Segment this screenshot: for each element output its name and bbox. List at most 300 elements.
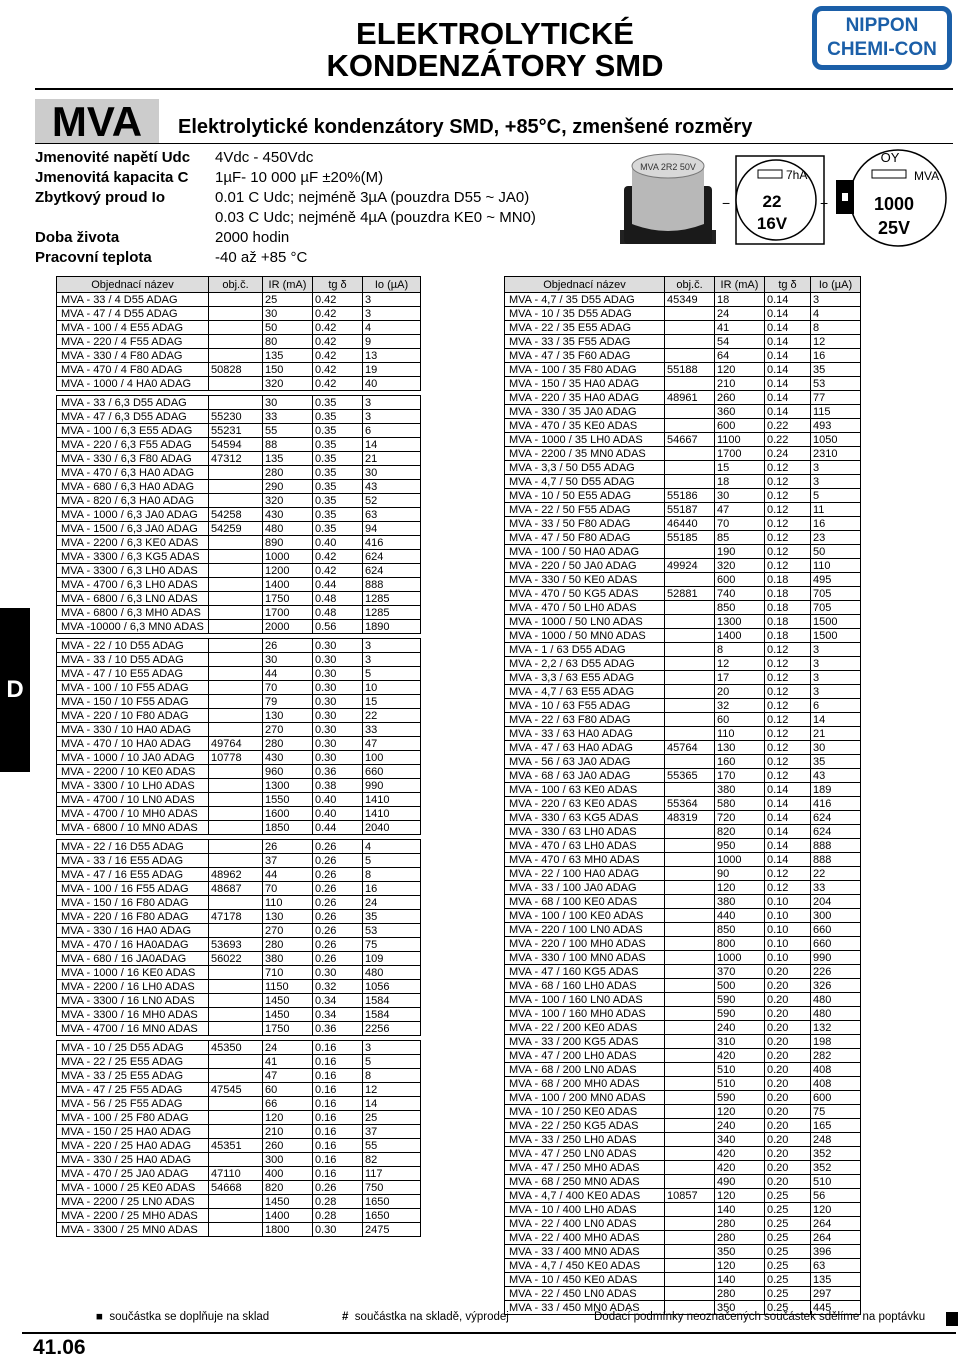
cell-obj	[665, 895, 715, 909]
cell-name: MVA - 330 / 4 F80 ADAG	[57, 349, 209, 363]
marking-2-series: MVA	[914, 169, 940, 183]
cell-io: 110	[811, 559, 861, 573]
cell-ir: 260	[715, 391, 765, 405]
cell-ir: 120	[715, 1259, 765, 1273]
table-row	[505, 685, 861, 699]
cell-tg: 0.14	[765, 335, 811, 349]
footer-divider	[22, 1332, 956, 1334]
cell-tg: 0.42	[313, 564, 363, 578]
cell-ir: 270	[263, 723, 313, 737]
cell-ir: 140	[715, 1203, 765, 1217]
cell-name: MVA - 1000 / 4 HA0 ADAG	[57, 377, 209, 391]
cell-name: MVA - 470 / 16 HA0ADAG	[57, 938, 209, 952]
cell-obj: 47178	[209, 910, 263, 924]
cell-ir: 79	[263, 695, 313, 709]
cell-io: 1410	[363, 793, 421, 807]
cell-name: MVA - 22 / 200 KE0 ADAS	[505, 1021, 665, 1035]
table-row	[505, 391, 861, 405]
cell-obj	[209, 695, 263, 709]
cell-obj: 54258	[209, 508, 263, 522]
table-row	[57, 1223, 421, 1237]
table-row	[505, 1259, 861, 1273]
cell-obj: 45764	[665, 741, 715, 755]
cell-obj	[665, 1105, 715, 1119]
cell-name: MVA - 22 / 400 LN0 ADAS	[505, 1217, 665, 1231]
cell-tg: 0.35	[313, 522, 363, 536]
cell-ir: 720	[715, 811, 765, 825]
table-row	[57, 424, 421, 438]
cell-name: MVA - 68 / 250 MN0 ADAS	[505, 1175, 665, 1189]
cell-name: MVA - 1 / 63 D55 ADAG	[505, 643, 665, 657]
cell-name: MVA - 2,2 / 63 D55 ADAG	[505, 657, 665, 671]
cell-name: MVA - 33 / 50 F80 ADAG	[505, 517, 665, 531]
cell-obj: 55185	[665, 531, 715, 545]
cell-tg: 0.26	[313, 882, 363, 896]
cell-tg: 0.16	[313, 1139, 363, 1153]
table-row	[505, 965, 861, 979]
table-row	[505, 503, 861, 517]
table-row	[57, 606, 421, 620]
cell-obj	[209, 994, 263, 1008]
cell-name: MVA - 22 / 35 E55 ADAG	[505, 321, 665, 335]
cell-tg: 0.42	[313, 377, 363, 391]
cell-name: MVA - 100 / 4 E55 ADAG	[57, 321, 209, 335]
cell-name: MVA - 100 / 63 KE0 ADAS	[505, 783, 665, 797]
cell-io: 3	[811, 657, 861, 671]
cell-obj	[209, 620, 263, 634]
table-row	[57, 1181, 421, 1195]
cell-ir: 320	[263, 377, 313, 391]
cell-name: MVA - 47 / 10 E55 ADAG	[57, 667, 209, 681]
cell-obj	[665, 1245, 715, 1259]
cell-tg: 0.12	[765, 685, 811, 699]
cell-tg: 0.30	[313, 653, 363, 667]
cell-tg: 0.14	[765, 825, 811, 839]
cell-ir: 37	[263, 854, 313, 868]
cell-name: MVA - 1000 / 35 LH0 ADAS	[505, 433, 665, 447]
cell-io: 990	[363, 779, 421, 793]
table-row	[57, 854, 421, 868]
cell-io: 1410	[363, 807, 421, 821]
cell-io: 3	[811, 685, 861, 699]
cell-name: MVA - 220 / 25 HA0 ADAG	[57, 1139, 209, 1153]
cell-ir: 1150	[263, 980, 313, 994]
cell-io: 8	[363, 1069, 421, 1083]
cell-name: MVA - 22 / 250 KG5 ADAS	[505, 1119, 665, 1133]
stock-mark: ■	[96, 1311, 103, 1323]
cell-ir: 590	[715, 993, 765, 1007]
cell-io: 1584	[363, 994, 421, 1008]
cell-name: MVA - 68 / 200 MH0 ADAS	[505, 1077, 665, 1091]
cell-io: 3	[811, 293, 861, 307]
cell-name: MVA - 2200 / 35 MN0 ADAS	[505, 447, 665, 461]
cell-obj: 47312	[209, 452, 263, 466]
cell-tg: 0.14	[765, 321, 811, 335]
cell-ir: 20	[715, 685, 765, 699]
cell-tg: 0.36	[313, 1022, 363, 1036]
col-obj: obj.č.	[209, 277, 263, 293]
cell-obj	[209, 335, 263, 349]
table-row	[505, 531, 861, 545]
cell-ir: 420	[715, 1049, 765, 1063]
cell-io: 416	[811, 797, 861, 811]
cell-ir: 25	[263, 293, 313, 307]
cell-name: MVA - 6800 / 6,3 LN0 ADAS	[57, 592, 209, 606]
cell-io: 4	[363, 321, 421, 335]
cell-tg: 0.12	[765, 699, 811, 713]
cell-io: 12	[363, 1083, 421, 1097]
cell-name: MVA - 1000 / 25 KE0 ADAS	[57, 1181, 209, 1195]
cell-ir: 15	[715, 461, 765, 475]
cell-obj	[209, 592, 263, 606]
cell-tg: 0.16	[313, 1167, 363, 1181]
cell-obj	[209, 536, 263, 550]
cell-name: MVA - 22 / 63 F80 ADAG	[505, 713, 665, 727]
cell-tg: 0.30	[313, 709, 363, 723]
cell-io: 300	[811, 909, 861, 923]
cell-ir: 18	[715, 293, 765, 307]
cell-tg: 0.30	[313, 737, 363, 751]
header-divider	[35, 88, 953, 90]
cell-tg: 0.30	[313, 667, 363, 681]
cell-obj	[665, 349, 715, 363]
cell-ir: 24	[715, 307, 765, 321]
cell-ir: 510	[715, 1063, 765, 1077]
cell-tg: 0.18	[765, 629, 811, 643]
cell-io: 624	[811, 811, 861, 825]
table-row	[505, 1077, 861, 1091]
table-row	[505, 475, 861, 489]
cell-io: 705	[811, 601, 861, 615]
table-row	[57, 910, 421, 924]
cell-ir: 41	[715, 321, 765, 335]
cell-name: MVA - 3300 / 25 MN0 ADAS	[57, 1223, 209, 1237]
cell-tg: 0.12	[765, 881, 811, 895]
cell-name: MVA - 68 / 200 LN0 ADAS	[505, 1063, 665, 1077]
capacitor-photo	[614, 146, 722, 258]
cell-ir: 280	[715, 1287, 765, 1301]
cell-obj: 54259	[209, 522, 263, 536]
cell-tg: 0.14	[765, 839, 811, 853]
table-row	[57, 1022, 421, 1036]
cell-tg: 0.18	[765, 601, 811, 615]
cell-name: MVA - 2200 / 25 LN0 ADAS	[57, 1195, 209, 1209]
col-name: Objednací název	[505, 277, 665, 293]
cell-ir: 260	[263, 1139, 313, 1153]
cell-name: MVA - 4,7 / 63 E55 ADAG	[505, 685, 665, 699]
cell-obj	[665, 1007, 715, 1021]
table-row	[505, 993, 861, 1007]
cell-io: 47	[363, 737, 421, 751]
table-row	[57, 466, 421, 480]
cell-tg: 0.22	[765, 419, 811, 433]
cell-obj: 55186	[665, 489, 715, 503]
cell-ir: 170	[715, 769, 765, 783]
table-row	[57, 952, 421, 966]
cell-obj	[209, 321, 263, 335]
cell-ir: 380	[715, 895, 765, 909]
cell-obj	[209, 765, 263, 779]
cell-name: MVA - 22 / 400 MH0 ADAS	[505, 1231, 665, 1245]
cell-name: MVA - 47 / 25 F55 ADAG	[57, 1083, 209, 1097]
table-row	[57, 620, 421, 634]
cell-ir: 210	[715, 377, 765, 391]
cell-name: MVA - 1000 / 10 JA0 ADAG	[57, 751, 209, 765]
cell-name: MVA - 56 / 63 JA0 ADAG	[505, 755, 665, 769]
cell-tg: 0.26	[313, 924, 363, 938]
cell-obj	[665, 853, 715, 867]
table-row	[57, 1055, 421, 1069]
cell-io: 33	[811, 881, 861, 895]
cell-io: 22	[363, 709, 421, 723]
col-name: Objednací název	[57, 277, 209, 293]
cell-ir: 400	[263, 1167, 313, 1181]
cell-obj	[209, 896, 263, 910]
cell-ir: 2000	[263, 620, 313, 634]
table-row	[57, 536, 421, 550]
cell-obj	[209, 550, 263, 564]
cell-name: MVA - 100 / 200 MN0 ADAS	[505, 1091, 665, 1105]
table-row	[57, 639, 421, 653]
cell-io: 24	[363, 896, 421, 910]
cell-ir: 1400	[263, 1209, 313, 1223]
cell-ir: 26	[263, 639, 313, 653]
table-row	[505, 1287, 861, 1301]
cell-ir: 310	[715, 1035, 765, 1049]
cell-tg: 0.12	[765, 643, 811, 657]
cell-ir: 1400	[263, 578, 313, 592]
cell-obj	[665, 951, 715, 965]
col-io: Io (µA)	[811, 277, 861, 293]
marking-1-cap: 22	[762, 192, 782, 211]
cell-name: MVA - 22 / 16 D55 ADAG	[57, 840, 209, 854]
cell-tg: 0.42	[313, 349, 363, 363]
cell-obj	[209, 377, 263, 391]
cell-name: MVA - 47 / 200 LH0 ADAS	[505, 1049, 665, 1063]
cell-io: 297	[811, 1287, 861, 1301]
cell-ir: 70	[715, 517, 765, 531]
cell-name: MVA - 22 / 100 HA0 ADAG	[505, 867, 665, 881]
cell-ir: 1000	[715, 951, 765, 965]
cell-io: 189	[811, 783, 861, 797]
cell-obj: 45350	[209, 1041, 263, 1055]
table-row	[57, 1097, 421, 1111]
cell-obj	[665, 1049, 715, 1063]
cell-name: MVA - 470 / 50 KG5 ADAS	[505, 587, 665, 601]
cell-obj	[209, 1209, 263, 1223]
table-row	[57, 1083, 421, 1097]
cell-io: 888	[811, 853, 861, 867]
cell-obj	[209, 307, 263, 321]
table-row	[505, 377, 861, 391]
cell-obj	[209, 564, 263, 578]
cell-ir: 1700	[263, 606, 313, 620]
cell-name: MVA - 330 / 35 JA0 ADAG	[505, 405, 665, 419]
cell-ir: 590	[715, 1007, 765, 1021]
spec-value: 1µF- 10 000 µF ±20%(M)	[215, 169, 384, 186]
cell-tg: 0.28	[313, 1195, 363, 1209]
col-ir: IR (mA)	[715, 277, 765, 293]
cell-io: 624	[363, 564, 421, 578]
cell-name: MVA - 330 / 6,3 F80 ADAG	[57, 452, 209, 466]
cell-name: MVA - 470 / 63 LH0 ADAS	[505, 839, 665, 853]
cell-name: MVA - 1000 / 16 KE0 ADAS	[57, 966, 209, 980]
cell-tg: 0.40	[313, 793, 363, 807]
cell-tg: 0.20	[765, 1021, 811, 1035]
cell-ir: 280	[263, 737, 313, 751]
table-header-row	[57, 277, 421, 293]
cell-obj	[665, 965, 715, 979]
cell-io: 22	[811, 867, 861, 881]
cell-obj	[665, 1287, 715, 1301]
table-row	[57, 1139, 421, 1153]
cell-obj: 47545	[209, 1083, 263, 1097]
cell-name: MVA - 220 / 35 HA0 ADAG	[505, 391, 665, 405]
cell-io: 4	[363, 840, 421, 854]
cell-ir: 240	[715, 1119, 765, 1133]
table-row	[57, 653, 421, 667]
cell-obj	[665, 545, 715, 559]
table-row	[57, 1125, 421, 1139]
cell-tg: 0.14	[765, 853, 811, 867]
table-row	[57, 396, 421, 410]
cell-name: MVA - 47 / 50 F80 ADAG	[505, 531, 665, 545]
legend-stock	[96, 1311, 269, 1323]
cell-tg: 0.12	[765, 727, 811, 741]
cell-io: 43	[363, 480, 421, 494]
page-title	[300, 18, 690, 82]
cell-io: 3	[363, 1041, 421, 1055]
cell-io: 2310	[811, 447, 861, 461]
cell-io: 3	[363, 307, 421, 321]
cell-ir: 130	[263, 910, 313, 924]
cell-tg: 0.40	[313, 807, 363, 821]
cell-io: 63	[363, 508, 421, 522]
cell-io: 2040	[363, 821, 421, 835]
cell-obj	[665, 881, 715, 895]
cell-ir: 270	[263, 924, 313, 938]
table-row	[505, 1063, 861, 1077]
cell-tg: 0.12	[765, 531, 811, 545]
cell-tg: 0.42	[313, 335, 363, 349]
table-row	[57, 868, 421, 882]
table-row	[505, 405, 861, 419]
table-row	[505, 447, 861, 461]
cell-tg: 0.44	[313, 578, 363, 592]
spec-value: 0.01 C Udc; nejméně 3µA (pouzdra D55 ~ JA0)	[215, 189, 530, 206]
cell-tg: 0.12	[765, 517, 811, 531]
cell-io: 3	[811, 461, 861, 475]
cell-obj: 48319	[665, 811, 715, 825]
table-row	[505, 1189, 861, 1203]
cell-tg: 0.20	[765, 1119, 811, 1133]
cell-io: 1650	[363, 1209, 421, 1223]
cell-ir: 135	[263, 452, 313, 466]
cell-obj	[665, 685, 715, 699]
cell-tg: 0.12	[765, 475, 811, 489]
cell-io: 1050	[811, 433, 861, 447]
cell-io: 52	[363, 494, 421, 508]
cell-tg: 0.34	[313, 994, 363, 1008]
table-row	[57, 882, 421, 896]
cell-obj	[209, 793, 263, 807]
cell-tg: 0.16	[313, 1153, 363, 1167]
cell-obj	[209, 494, 263, 508]
marking-2-volt: 25V	[877, 218, 911, 238]
table-row	[57, 793, 421, 807]
parts-table-left	[56, 276, 421, 1237]
cell-tg: 0.35	[313, 494, 363, 508]
table-row	[57, 377, 421, 391]
cell-tg: 0.20	[765, 1147, 811, 1161]
cell-tg: 0.14	[765, 797, 811, 811]
col-obj: obj.č.	[665, 277, 715, 293]
cell-io: 445	[811, 1301, 861, 1315]
cell-obj: 50828	[209, 363, 263, 377]
cell-ir: 590	[715, 1091, 765, 1105]
cell-ir: 8	[715, 643, 765, 657]
cell-name: MVA - 330 / 63 LH0 ADAS	[505, 825, 665, 839]
table-row	[505, 1133, 861, 1147]
cell-obj	[665, 1217, 715, 1231]
cell-io: 14	[363, 1097, 421, 1111]
cell-obj	[209, 578, 263, 592]
cell-io: 25	[363, 1111, 421, 1125]
cell-name: MVA - 100 / 160 MH0 ADAS	[505, 1007, 665, 1021]
cell-obj	[209, 639, 263, 653]
cell-ir: 30	[263, 307, 313, 321]
cell-io: 21	[363, 452, 421, 466]
cell-tg: 0.42	[313, 363, 363, 377]
cell-name: MVA - 680 / 6,3 HA0 ADAG	[57, 480, 209, 494]
cell-tg: 0.35	[313, 466, 363, 480]
cell-io: 1500	[811, 629, 861, 643]
cell-name: MVA - 56 / 25 F55 ADAG	[57, 1097, 209, 1111]
legend-clearance	[342, 1311, 509, 1323]
clearance-mark: #	[342, 1311, 349, 1323]
cell-io: 3	[363, 396, 421, 410]
table-row	[505, 517, 861, 531]
cell-tg: 0.18	[765, 573, 811, 587]
table-row	[505, 587, 861, 601]
cell-io: 15	[363, 695, 421, 709]
cell-name: MVA - 470 / 50 LH0 ADAS	[505, 601, 665, 615]
table-header-row	[505, 277, 861, 293]
cell-name: MVA - 10 / 25 D55 ADAG	[57, 1041, 209, 1055]
table-row	[57, 564, 421, 578]
table-row	[505, 349, 861, 363]
cell-obj	[665, 1147, 715, 1161]
cell-ir: 280	[263, 466, 313, 480]
cell-name: MVA - 33 / 6,3 D55 ADAG	[57, 396, 209, 410]
cell-tg: 0.56	[313, 620, 363, 634]
cell-io: 165	[811, 1119, 861, 1133]
cell-name: MVA - 33 / 450 MN0 ADAS	[505, 1301, 665, 1315]
cell-ir: 88	[263, 438, 313, 452]
cell-tg: 0.20	[765, 1049, 811, 1063]
cell-ir: 290	[263, 480, 313, 494]
cell-tg: 0.42	[313, 321, 363, 335]
table-row	[505, 489, 861, 503]
table-row	[505, 741, 861, 755]
cell-io: 37	[363, 1125, 421, 1139]
cell-name: MVA - 100 / 16 F55 ADAG	[57, 882, 209, 896]
parts-table-right	[504, 276, 861, 1315]
cell-name: MVA - 47 / 16 E55 ADAG	[57, 868, 209, 882]
cell-ir: 710	[263, 966, 313, 980]
cell-io: 132	[811, 1021, 861, 1035]
cell-tg: 0.16	[313, 1083, 363, 1097]
